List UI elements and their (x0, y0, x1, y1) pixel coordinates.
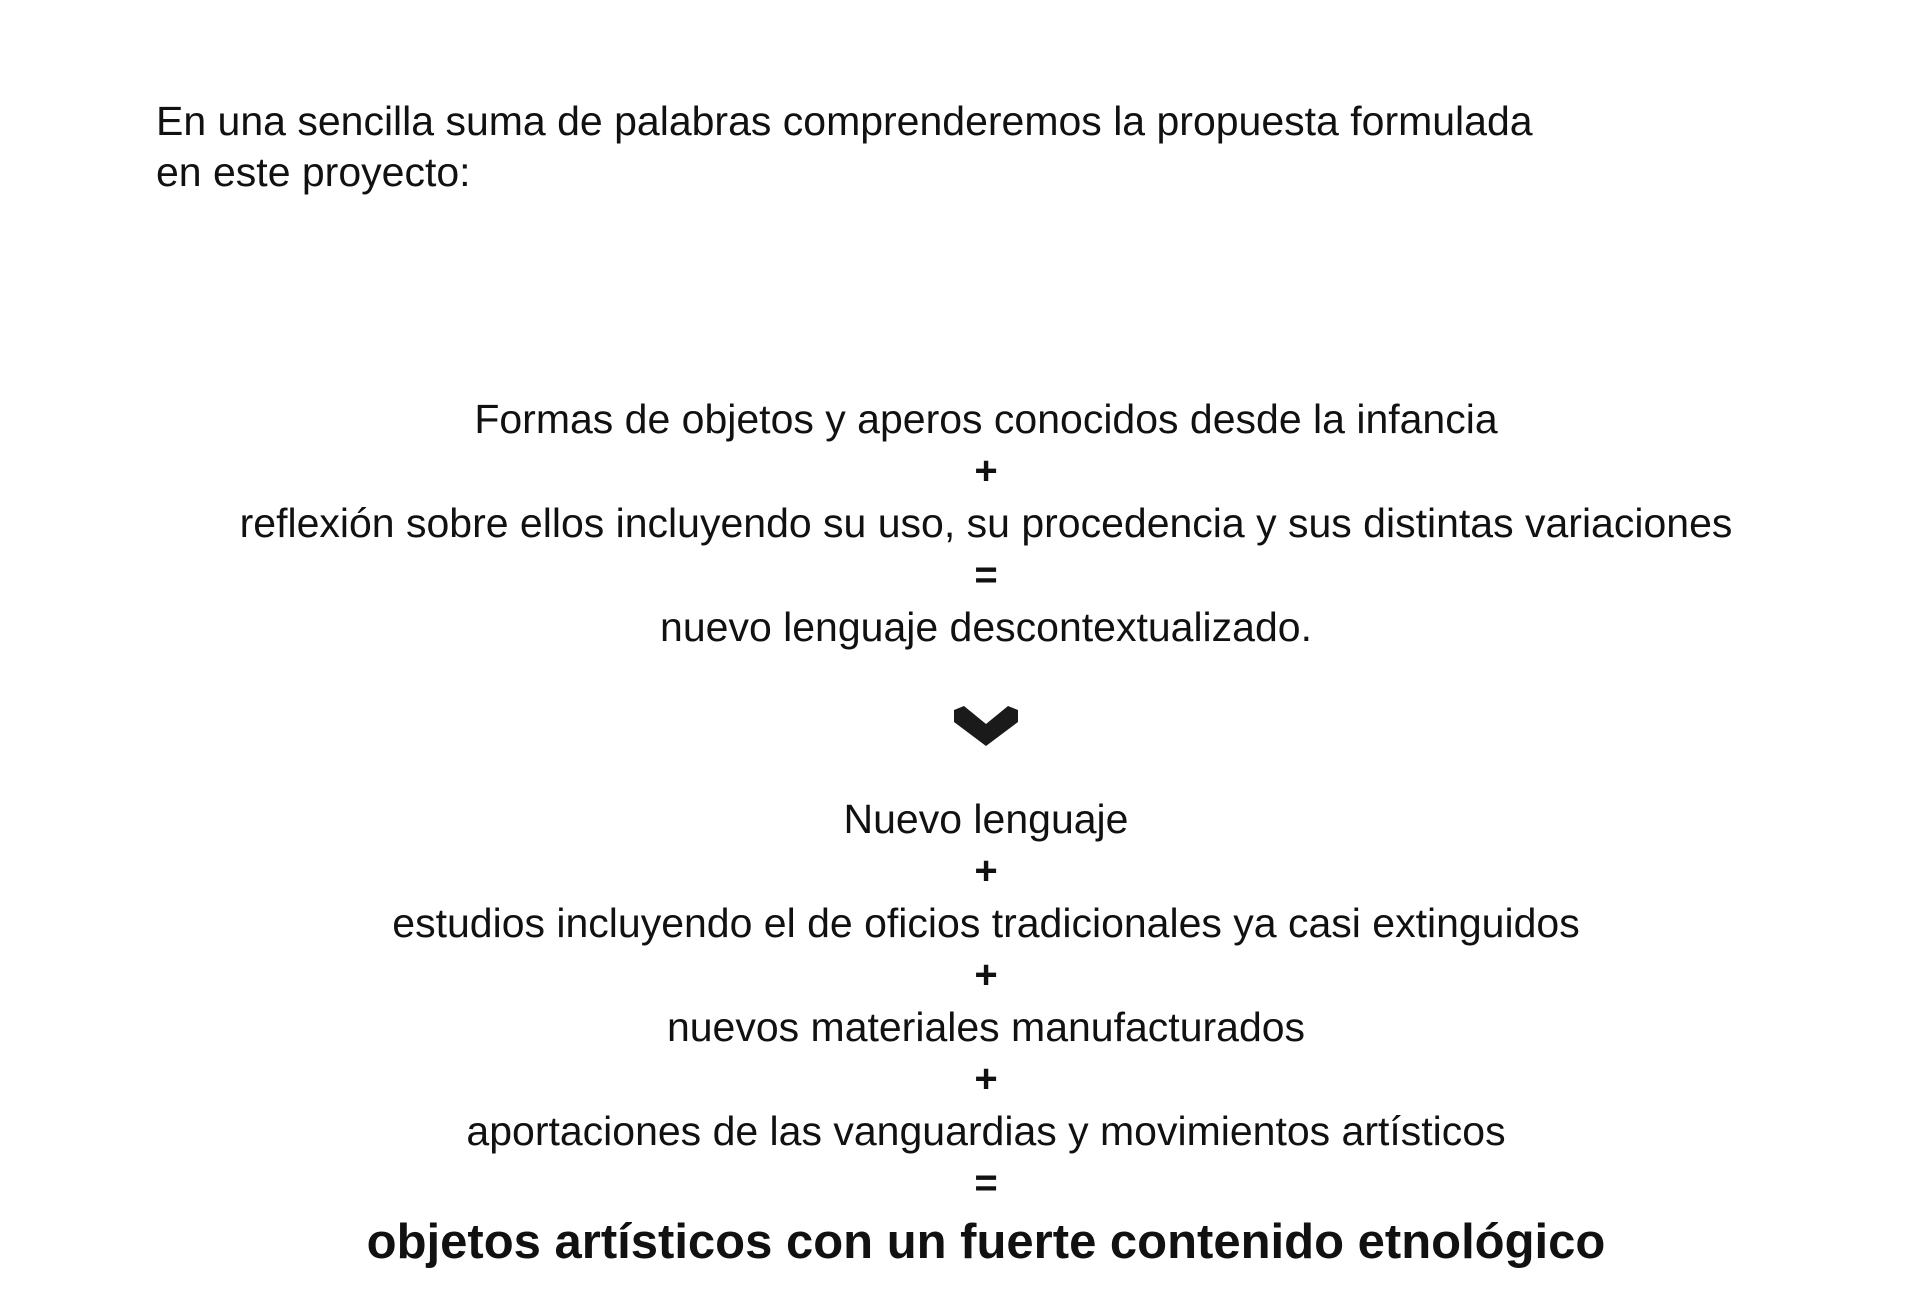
equation2-term-4: aportaciones de las vanguardias y movimientos artísticos (466, 1108, 1506, 1154)
equals-sign: = (974, 1161, 998, 1205)
equation2-term-1: Nuevo lenguaje (843, 796, 1129, 842)
equation1-result: nuevo lenguaje descontextualizado. (660, 604, 1312, 650)
plus-sign: + (974, 449, 998, 493)
equation1-term-2: reflexión sobre ellos incluyendo su uso, su procedencia y sus distintas variaciones (239, 500, 1733, 546)
chevron-down-icon (954, 704, 1018, 748)
equals-sign: = (974, 553, 998, 597)
equation-second (0, 793, 1920, 1273)
equation2-result: objetos artísticos con un fuerte contenido etnológico (366, 1215, 1606, 1269)
intro-line-1: En una sencilla suma de palabras comprenderemos la propuesta formulada (156, 98, 1533, 144)
plus-sign: + (974, 953, 998, 997)
plus-sign: + (974, 1057, 998, 1101)
equation2-term-3: nuevos materiales manufacturados (666, 1004, 1306, 1050)
intro-line-2: en este proyecto: (156, 149, 471, 195)
plus-sign: + (974, 849, 998, 893)
equation-first (0, 393, 1920, 653)
intro-paragraph (156, 96, 1716, 198)
equation2-term-2: estudios incluyendo el de oficios tradicionales ya casi extinguidos (392, 900, 1580, 946)
equation1-term-1: Formas de objetos y aperos conocidos desde la infancia (474, 396, 1498, 442)
divider (0, 704, 1920, 748)
